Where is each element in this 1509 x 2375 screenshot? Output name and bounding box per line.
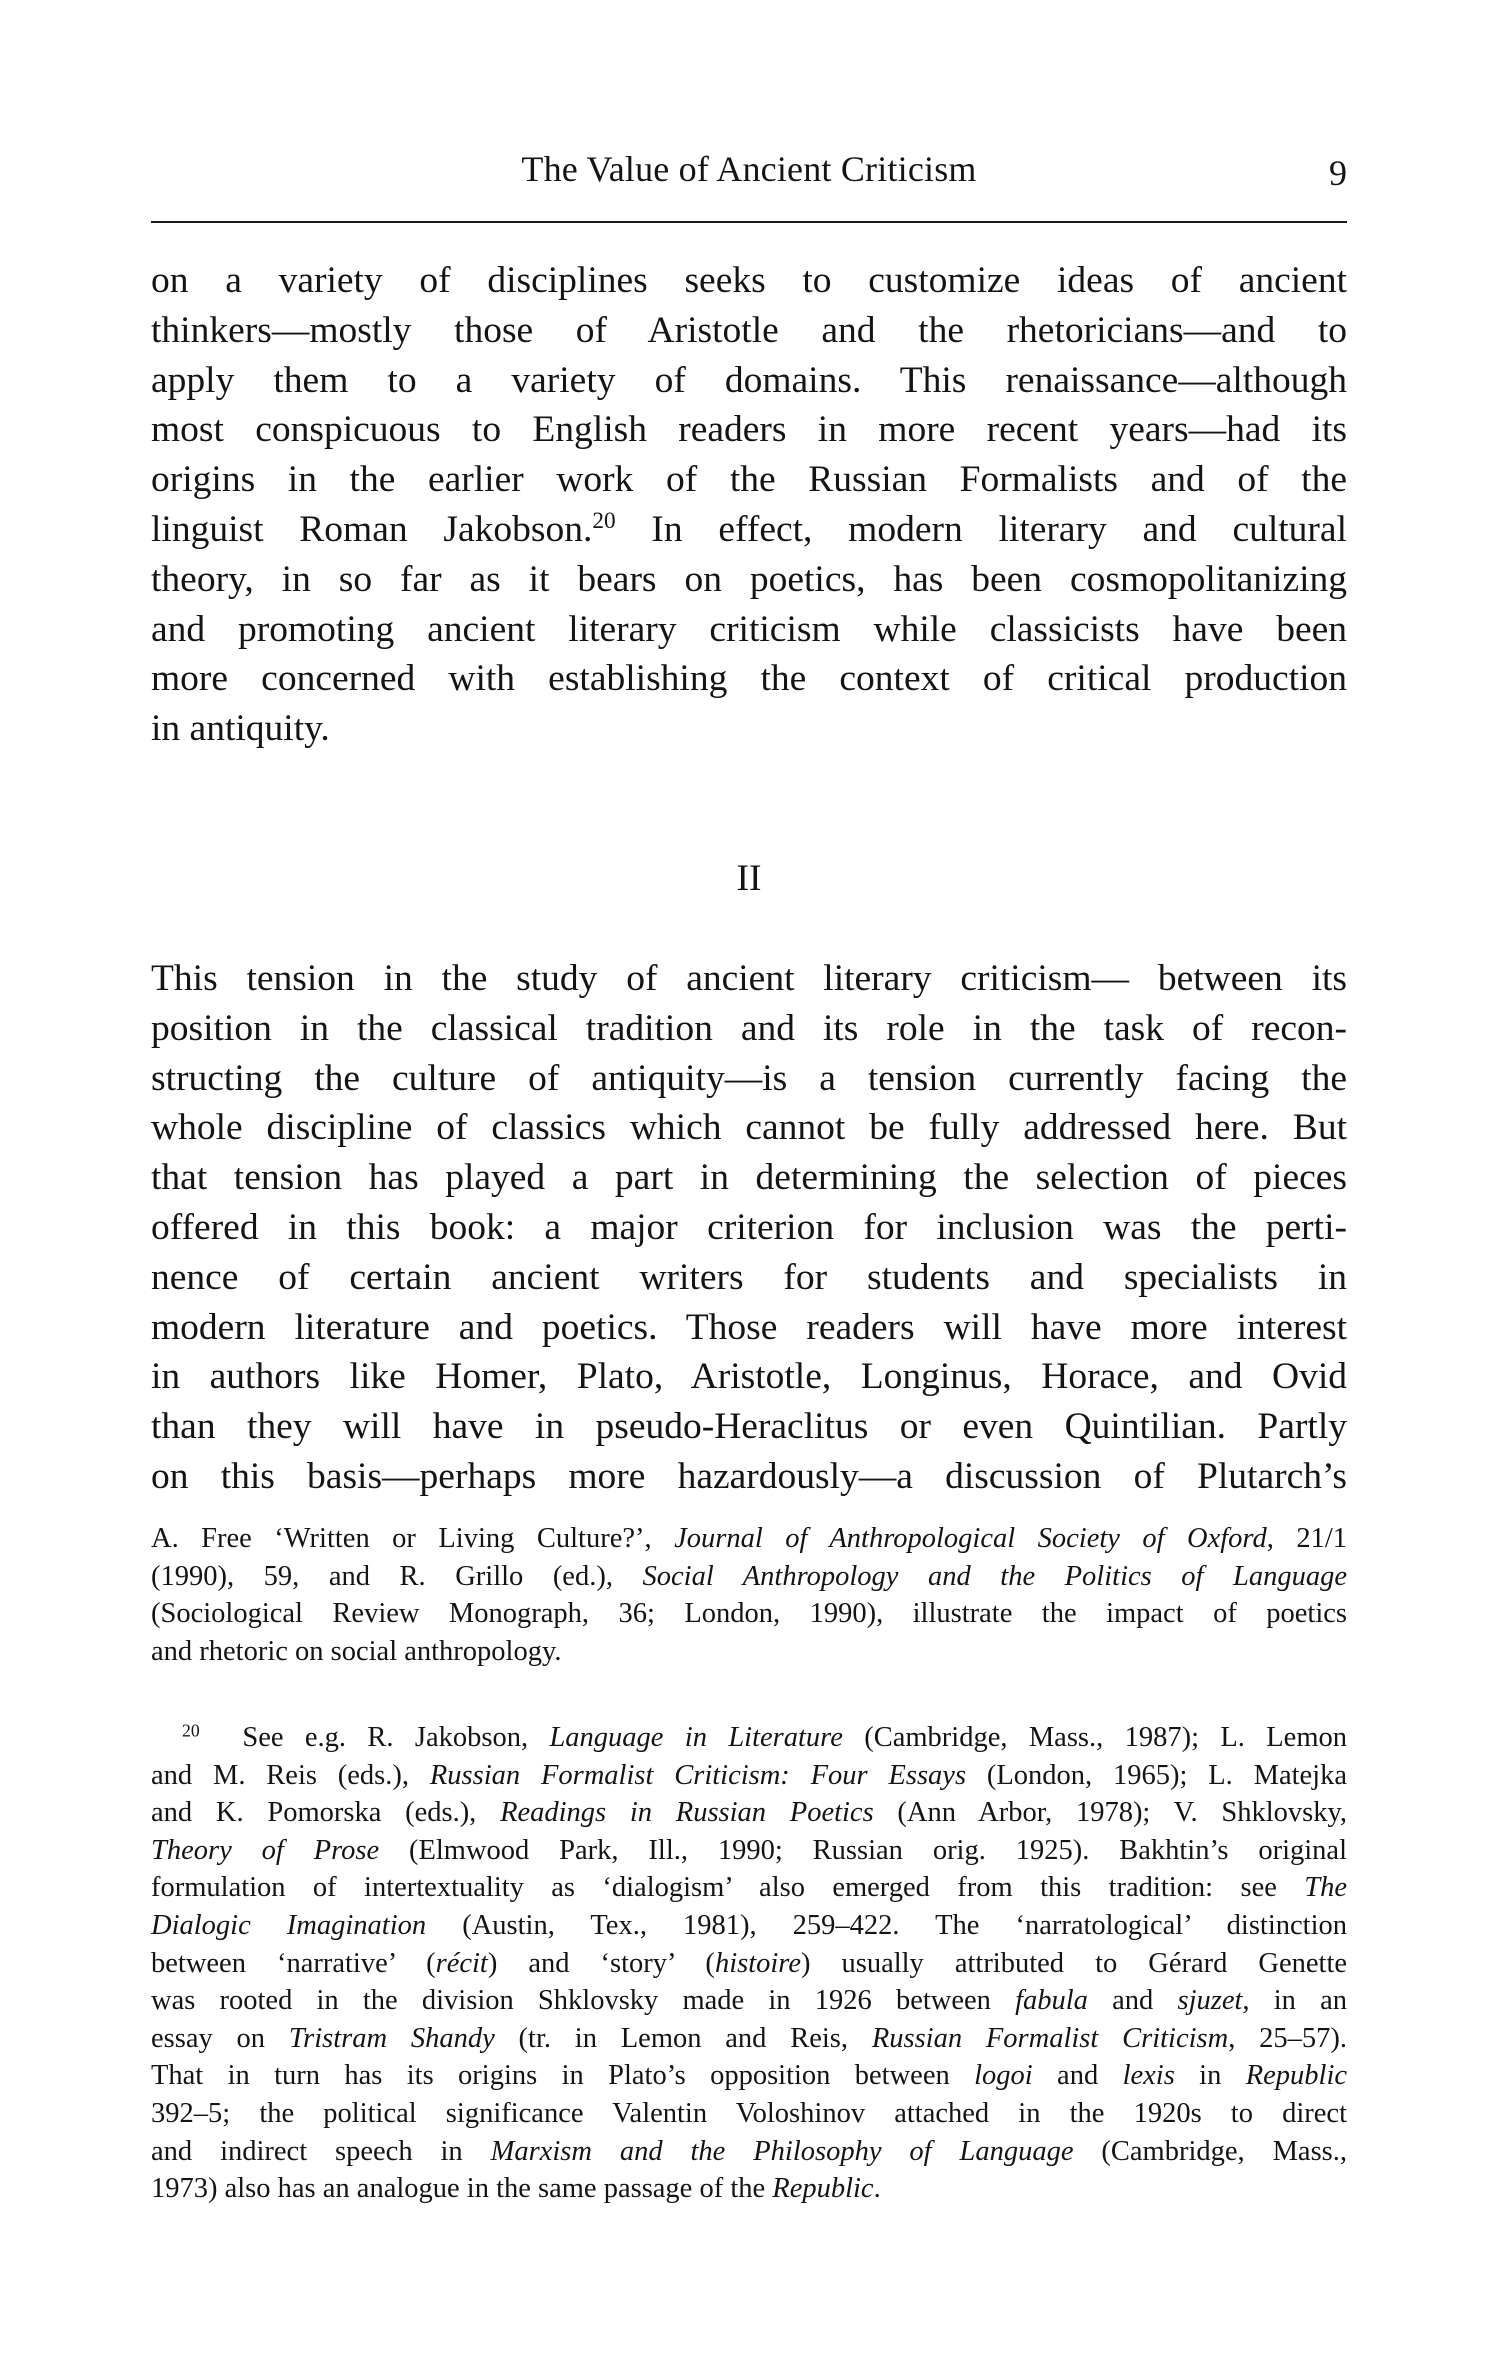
- text-line: theory, in so far as it bears on poetics, has been cosmopolitanizing: [151, 558, 1347, 600]
- text-segment: and indirect speech in: [151, 2135, 491, 2167]
- text-segment: That in turn has its origins in Plato’s opposition between: [151, 2060, 975, 2092]
- paragraph-1: [151, 256, 1347, 754]
- text-segment: , 25–57).: [1228, 2022, 1347, 2054]
- text-segment: (Cambridge, Mass., 1987); L. Lemon: [842, 1722, 1348, 1753]
- page-number: 9: [1329, 153, 1347, 193]
- text-segment: (Austin, Tex., 1981), 259–422. The ‘narratological’ distinction: [426, 1909, 1347, 1941]
- text-line: apply them to a variety of domains. This renaissance—although: [151, 359, 1347, 401]
- text-segment: and: [1032, 2060, 1123, 2092]
- running-title: The Value of Ancient Criticism: [521, 149, 977, 189]
- text-segment: ) usually attributed to Gérard Genette: [800, 1947, 1348, 1979]
- footnote-line: [151, 1794, 1347, 1832]
- text-segment: ) and ‘story’ (: [487, 1947, 715, 1979]
- text-segment: linguist Roman Jakobson.: [151, 508, 593, 550]
- footnote-20: [151, 1719, 1347, 2208]
- footnote-reference-20[interactable]: 20: [592, 508, 616, 535]
- footnote-line: 392–5; the political significance Valentin Voloshinov attached in the 1920s to direct: [151, 2097, 1347, 2129]
- text-segment: and: [1087, 1985, 1178, 2017]
- text-line: that tension has played a part in determining the selection of pieces: [151, 1157, 1347, 1199]
- footnote-line: [151, 1832, 1347, 1870]
- text-line: thinkers—mostly those of Aristotle and the rhetoricians—and to: [151, 309, 1347, 351]
- text-line: whole discipline of classics which cannot be fully addressed here. But: [151, 1107, 1347, 1149]
- citation-title: Readings in Russian Poetics: [500, 1797, 874, 1829]
- citation-title: Journal of Anthropological Society of Oxford: [674, 1523, 1267, 1554]
- footnote-line: (Sociological Review Monograph, 36; London, 1990), illustrate the impact of poetics: [151, 1598, 1347, 1630]
- text-line: than they will have in pseudo-Heraclitus or even Quintilian. Partly: [151, 1406, 1347, 1448]
- citation-title: Republic: [772, 2173, 874, 2205]
- text-segment: was rooted in the division Shklovsky made in 1926 between: [151, 1985, 1016, 2017]
- foreign-term: sjuzet: [1177, 1985, 1243, 2017]
- text-line: more concerned with establishing the context of critical production: [151, 658, 1347, 700]
- citation-title: Dialogic Imagination: [151, 1909, 427, 1941]
- text-segment: and K. Pomorska (eds.),: [151, 1797, 501, 1829]
- text-segment: (1990), 59, and R. Grillo (ed.),: [151, 1560, 643, 1592]
- text-line: position in the classical tradition and its role in the task of recon-: [151, 1007, 1347, 1049]
- text-line: and promoting ancient literary criticism while classicists have been: [151, 608, 1347, 650]
- text-line: origins in the earlier work of the Russian Formalists and of the: [151, 459, 1347, 501]
- foreign-term: histoire: [714, 1947, 801, 1979]
- citation-title: Theory of Prose: [151, 1834, 380, 1866]
- footnote-line: [151, 1719, 1347, 1757]
- footnote-line: [151, 1945, 1347, 1983]
- foreign-term: récit: [435, 1947, 488, 1979]
- citation-title: The: [1304, 1872, 1347, 1904]
- text-line: offered in this book: a major criterion for inclusion was the perti-: [151, 1206, 1347, 1248]
- footnote-continued: [151, 1520, 1347, 1670]
- text-line: structing the culture of antiquity—is a tension currently facing the: [151, 1057, 1347, 1099]
- text-segment: formulation of intertextuality as ‘dialogism’ also emerged from this tradition: see: [151, 1872, 1305, 1904]
- text-segment: between ‘narrative’ (: [151, 1947, 436, 1979]
- footnote-line: [151, 1869, 1347, 1907]
- text-segment: See e.g. R. Jakobson,: [242, 1722, 550, 1753]
- text-segment: (Cambridge, Mass.,: [1073, 2135, 1347, 2167]
- section-heading: II: [736, 858, 762, 899]
- text-segment: in: [1174, 2060, 1246, 2092]
- paragraph-2: [151, 954, 1347, 1502]
- text-line: This tension in the study of ancient literary criticism— between its: [151, 958, 1347, 999]
- footnote-line: and rhetoric on social anthropology.: [151, 1635, 562, 1667]
- text-line: modern literature and poetics. Those readers will have more interest: [151, 1306, 1347, 1348]
- citation-title: Social Anthropology and the Politics of Language: [642, 1560, 1347, 1592]
- footnote-line: [151, 2020, 1347, 2058]
- text-line: in antiquity.: [151, 708, 330, 750]
- footnote-line: [151, 1757, 1347, 1795]
- text-segment: and M. Reis (eds.),: [151, 1759, 430, 1791]
- text-segment: 1973) also has an analogue in the same passage of the: [151, 2173, 773, 2205]
- text-segment: In effect, modern literary and cultural: [615, 508, 1347, 550]
- citation-title: Language in Literature: [549, 1722, 843, 1753]
- footnote-line: [151, 2170, 1347, 2208]
- footnote-line: [151, 1907, 1347, 1945]
- header-rule: [151, 221, 1347, 223]
- text-line: most conspicuous to English readers in more recent years—had its: [151, 409, 1347, 451]
- text-line: in authors like Homer, Plato, Aristotle, Longinus, Horace, and Ovid: [151, 1356, 1347, 1398]
- foreign-term: logoi: [974, 2060, 1033, 2092]
- text-segment: (tr. in Lemon and Reis,: [494, 2022, 872, 2054]
- footnote-number: 20: [182, 1720, 200, 1741]
- citation-title: Tristram Shandy: [288, 2022, 495, 2054]
- running-head: [151, 138, 1347, 198]
- footnote-line: [151, 1520, 1347, 1558]
- text-line: on this basis—perhaps more hazardously—a discussion of Plutarch’s: [151, 1455, 1347, 1497]
- text-segment: (Elmwood Park, Ill., 1990; Russian orig. 1925). Bakhtin’s original: [379, 1834, 1347, 1866]
- footnote-line: [151, 1982, 1347, 2020]
- citation-title: Russian Formalist Criticism: [871, 2022, 1229, 2054]
- text-segment: essay on: [151, 2022, 289, 2054]
- text-segment: A. Free ‘Written or Living Culture?’,: [151, 1523, 675, 1554]
- citation-title: Marxism and the Philosophy of Language: [490, 2135, 1074, 2167]
- citation-title: Russian Formalist Criticism: Four Essays: [429, 1759, 967, 1791]
- text-segment: (Ann Arbor, 1978); V. Shklovsky,: [873, 1797, 1347, 1829]
- text-segment: , 21/1: [1266, 1523, 1348, 1554]
- citation-title: Republic: [1245, 2060, 1348, 2092]
- footnote-line: [151, 2057, 1347, 2095]
- text-segment: (London, 1965); L. Matejka: [966, 1759, 1347, 1791]
- text-line: nence of certain ancient writers for students and specialists in: [151, 1256, 1347, 1298]
- text-line: on a variety of disciplines seeks to customize ideas of ancient: [151, 260, 1347, 301]
- text-segment: .: [873, 2173, 881, 2205]
- foreign-term: fabula: [1015, 1985, 1088, 2017]
- footnote-line: [151, 2133, 1347, 2171]
- text-segment: , in an: [1242, 1985, 1347, 2017]
- footnote-line: [151, 1558, 1347, 1596]
- text-line: [151, 505, 1347, 555]
- foreign-term: lexis: [1122, 2060, 1175, 2092]
